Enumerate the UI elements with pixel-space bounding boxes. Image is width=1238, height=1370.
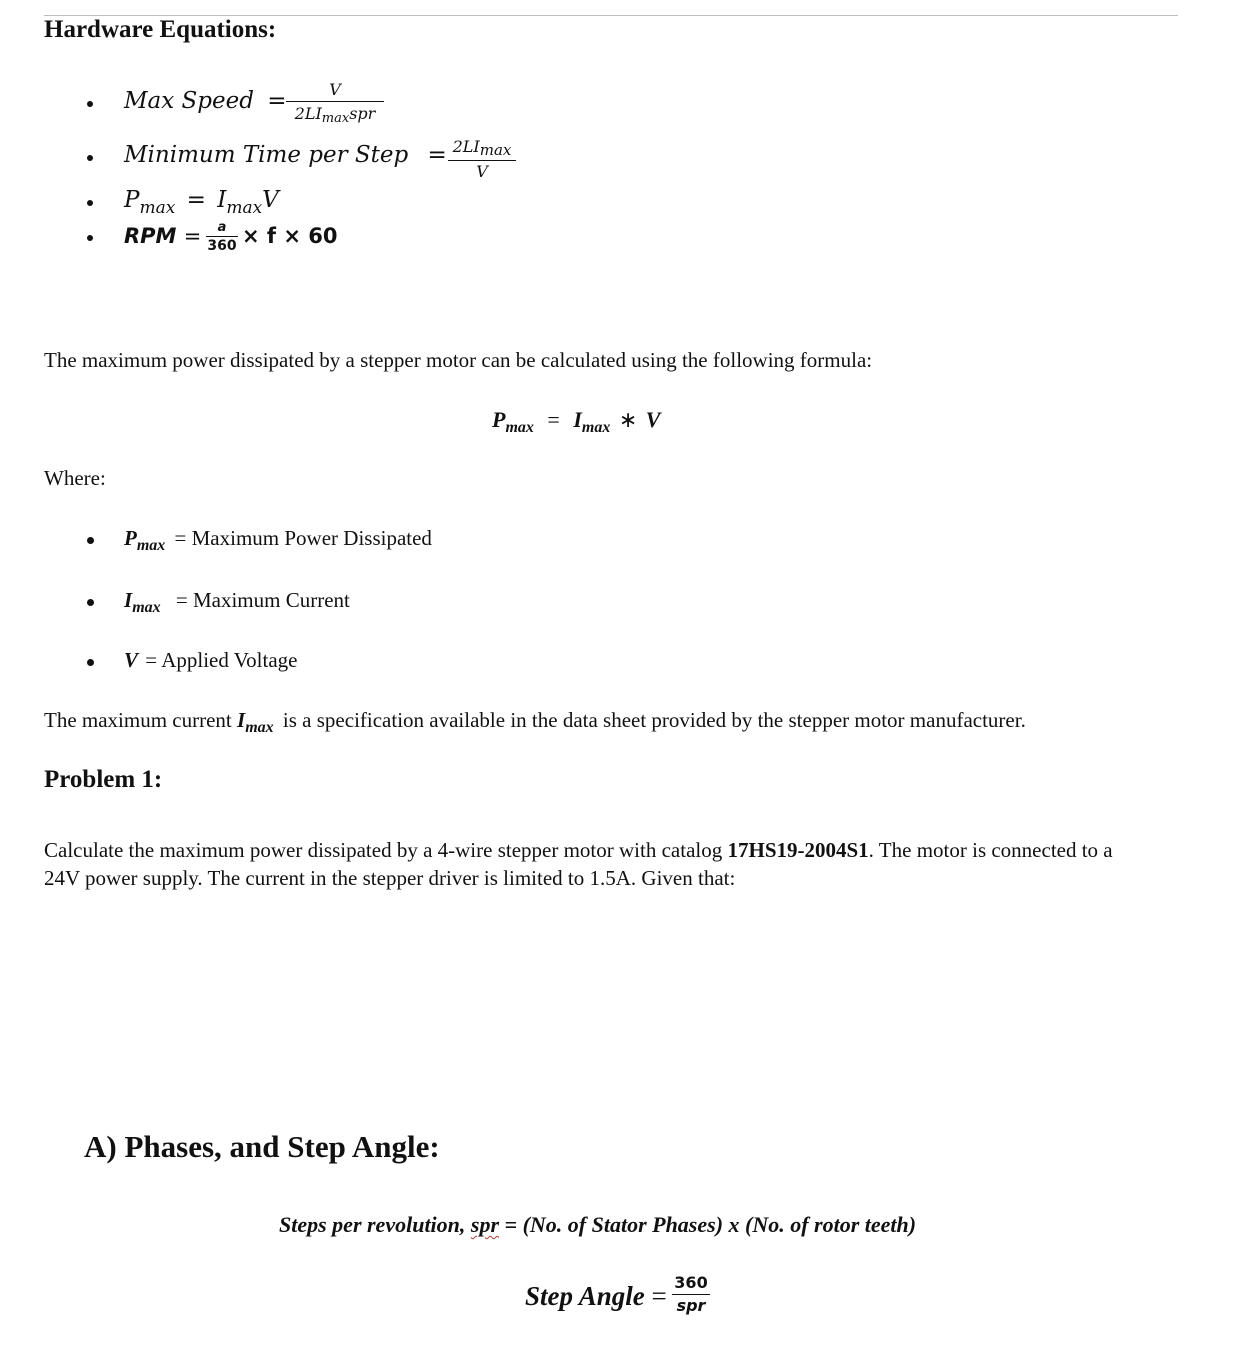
rpm-numerator: a: [217, 220, 227, 235]
rpm-label: RPM: [124, 224, 177, 248]
eq-rpm: RPM =: [124, 224, 202, 248]
max-speed-fraction: [286, 80, 384, 126]
catalog-number: 17HS19-2004S1: [727, 838, 869, 862]
max-speed-numerator: V: [329, 80, 341, 99]
eq-min-time: Minimum Time per Step =: [124, 142, 447, 168]
bullet: [87, 235, 93, 241]
pmax-formula: $P_{max} = I_{max}$ ∗ V: [492, 407, 661, 436]
max-speed-label: Max Speed: [124, 88, 254, 114]
steps-per-revolution-formula: Steps per revolution, spr = (No. of Stator Phases) x (No. of rotor teeth): [279, 1212, 917, 1237]
eq-pmax: $P_{max} = I_{max}V$: [124, 187, 279, 218]
definition-pmax: $P_{max}$ = Maximum Power Dissipated: [124, 526, 432, 554]
where-label: Where:: [44, 466, 106, 490]
max-speed-denominator: 2LImaxspr: [294, 104, 376, 126]
problem-text-line1: Calculate the maximum power dissipated by a 4-wire stepper motor with catalog 17HS19-2004S1. The motor is connected to a: [44, 838, 1113, 862]
rpm-fraction: [206, 220, 238, 254]
step-angle-numerator: 360: [674, 1273, 708, 1292]
step-angle-label: Step Angle =: [525, 1281, 667, 1311]
rpm-tail: × f × 60: [242, 224, 338, 248]
min-time-denominator: V: [476, 162, 488, 181]
min-time-label: Minimum Time per Step: [124, 142, 409, 168]
spr-spellcheck: spr: [470, 1212, 500, 1237]
spec-text: The maximum current $I_{max}$ is a specification available in the data sheet provided by the stepper motor manufacturer.: [44, 708, 1026, 736]
eq-max-speed: Max Speed =: [124, 88, 287, 114]
min-time-fraction: [448, 137, 516, 181]
section-a-heading: A) Phases, and Step Angle:: [84, 1129, 440, 1164]
min-time-numerator: 2LImax: [452, 137, 512, 159]
definition-v: V = Applied Voltage: [124, 648, 298, 672]
definition-imax: $I_{max}$ = Maximum Current: [124, 588, 350, 616]
page-heading: Hardware Equations:: [44, 16, 277, 43]
rpm-denominator: 360: [207, 238, 237, 254]
problem-text-line2: 24V power supply. The current in the stepper driver is limited to 1.5A. Given that:: [44, 866, 736, 890]
bullet: [87, 155, 93, 161]
bullet: [87, 659, 94, 666]
problem-heading: Problem 1:: [44, 766, 163, 793]
intro-text: The maximum power dissipated by a stepper motor can be calculated using the following formula:: [44, 348, 873, 372]
bullet: [87, 101, 93, 107]
bullet: [87, 537, 94, 544]
step-angle-denominator: spr: [676, 1296, 706, 1315]
bullet: [87, 599, 94, 606]
step-angle-fraction: [672, 1273, 710, 1315]
bullet: [87, 200, 93, 206]
